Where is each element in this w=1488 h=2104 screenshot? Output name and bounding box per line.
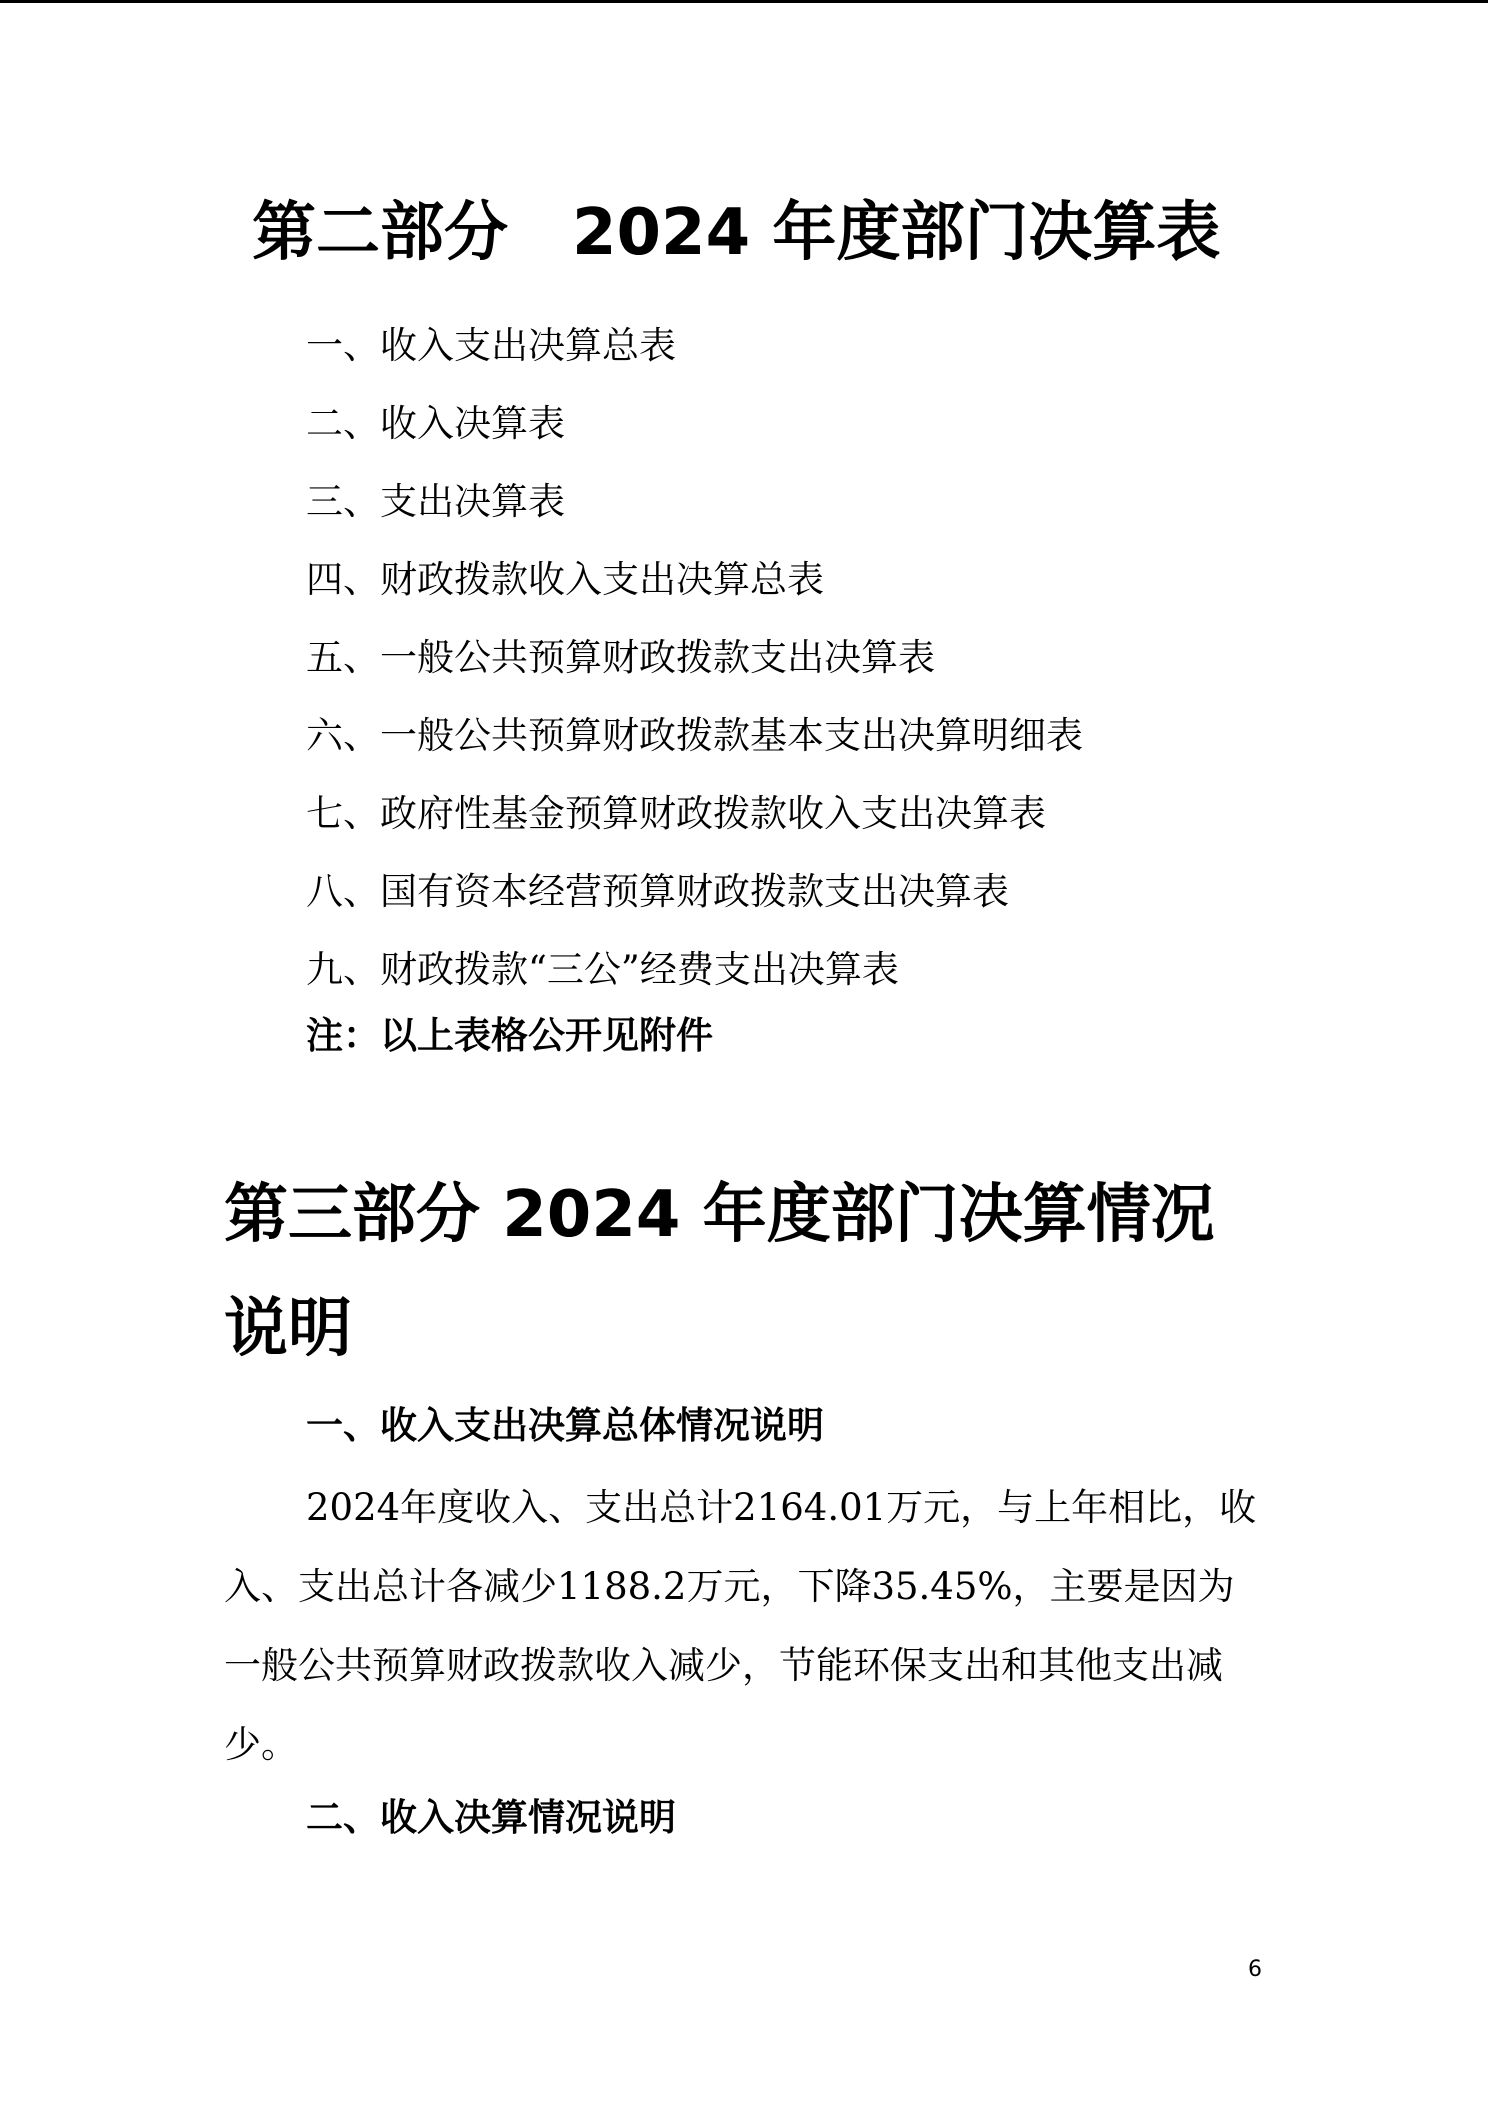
table-list: [306, 307, 1083, 1009]
table-list-item: 一、收入支出决算总表: [306, 324, 676, 367]
table-list-item: 五、一般公共预算财政拨款支出决算表: [306, 636, 935, 679]
page-number: 6: [1248, 1957, 1262, 1982]
table-list-item: 六、一般公共预算财政拨款基本支出决算明细表: [306, 714, 1083, 757]
attachment-note: 注：以上表格公开见附件: [306, 1014, 713, 1057]
table-list-item: 九、财政拨款“三公”经费支出决算表: [306, 948, 899, 991]
table-list-item: 三、支出决算表: [306, 480, 565, 523]
part3-title: 第三部分 2024 年度部门决算情况说明: [224, 1178, 1215, 1366]
section2-heading: 二、收入决算情况说明: [306, 1796, 676, 1839]
table-list-item: 四、财政拨款收入支出决算总表: [306, 558, 824, 601]
section1-heading: 一、收入支出决算总体情况说明: [306, 1404, 824, 1447]
table-list-item: 八、国有资本经营预算财政拨款支出决算表: [306, 870, 1009, 913]
table-list-item: 七、政府性基金预算财政拨款收入支出决算表: [306, 792, 1046, 835]
section1-body: 2024年度收入、支出总计2164.01万元，与上年相比，收入、支出总计各减少1188.2万元，下降35.45%，主要是因为一般公共预算财政拨款收入减少，节能环保支出和其他支出减少。: [224, 1486, 1257, 1766]
part2-title: 第二部分 2024 年度部门决算表: [252, 196, 1221, 270]
top-border-line: [0, 0, 1488, 3]
table-list-item: 二、收入决算表: [306, 402, 565, 445]
